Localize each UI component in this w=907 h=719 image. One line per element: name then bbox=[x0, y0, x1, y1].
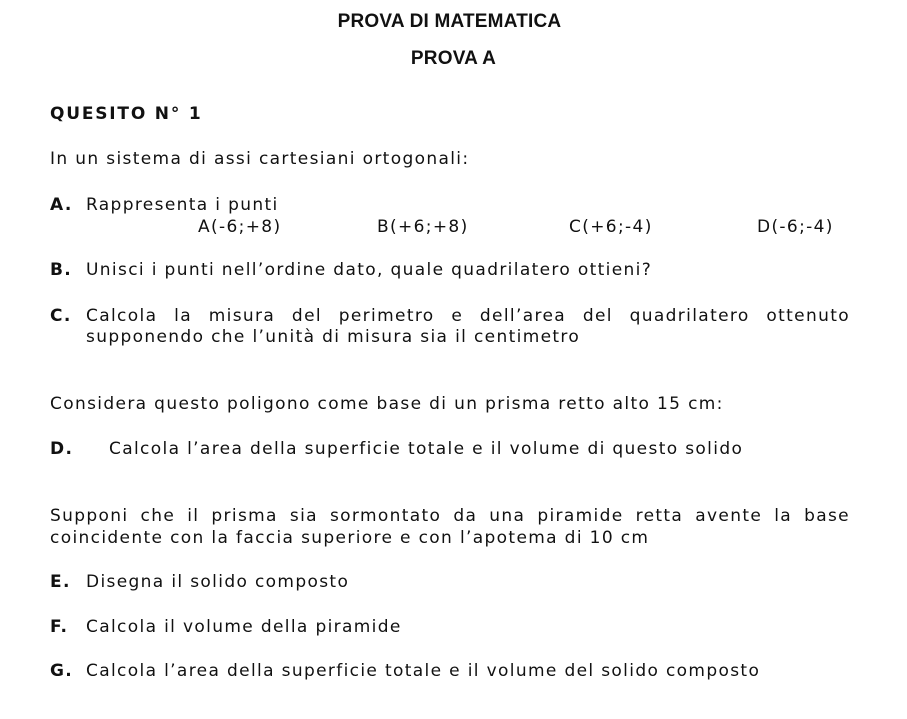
document-subtitle: PROVA A bbox=[410, 48, 497, 69]
question-heading: QUESITO N° 1 bbox=[50, 104, 203, 124]
item-g bbox=[50, 661, 850, 682]
item-f bbox=[50, 617, 850, 638]
point-c: C(+6;-4) bbox=[569, 217, 653, 237]
item-d-text: Calcola l’area della superficie totale e il volume di questo solido bbox=[109, 439, 744, 459]
item-g-label: G. bbox=[50, 661, 74, 681]
item-c-line2: supponendo che l’unità di misura sia il centimetro bbox=[86, 327, 581, 347]
document-title: PROVA DI MATEMATICA bbox=[337, 11, 562, 32]
item-d bbox=[50, 439, 850, 460]
item-a-text: Rappresenta i punti bbox=[86, 195, 279, 215]
item-e-text: Disegna il solido composto bbox=[86, 572, 350, 592]
point-b: B(+6;+8) bbox=[377, 217, 469, 237]
item-a-label: A. bbox=[50, 195, 73, 215]
item-a bbox=[50, 195, 850, 216]
item-c bbox=[50, 306, 850, 348]
item-f-text: Calcola il volume della piramide bbox=[86, 617, 402, 637]
point-d: D(-6;-4) bbox=[757, 217, 834, 237]
item-c-label: C. bbox=[50, 306, 72, 326]
point-a: A(-6;+8) bbox=[198, 217, 282, 237]
item-f-label: F. bbox=[50, 617, 69, 637]
item-b bbox=[50, 260, 850, 281]
pyramid-intro-line1: Supponi che il prisma sia sormontato da una piramide retta avente la base bbox=[50, 506, 850, 526]
item-e-label: E. bbox=[50, 572, 71, 592]
question-intro: In un sistema di assi cartesiani ortogonali: bbox=[50, 149, 470, 169]
pyramid-intro-line2: coincidente con la faccia superiore e con l’apotema di 10 cm bbox=[50, 528, 650, 548]
item-e bbox=[50, 572, 850, 593]
item-c-line1: Calcola la misura del perimetro e dell’area del quadrilatero ottenuto bbox=[86, 306, 850, 326]
item-g-text: Calcola l’area della superficie totale e il volume del solido composto bbox=[86, 661, 761, 681]
item-b-text: Unisci i punti nell’ordine dato, quale quadrilatero ottieni? bbox=[86, 260, 653, 280]
item-d-label: D. bbox=[50, 439, 74, 459]
prism-intro: Considera questo poligono come base di un prisma retto alto 15 cm: bbox=[50, 394, 724, 414]
item-b-label: B. bbox=[50, 260, 73, 280]
